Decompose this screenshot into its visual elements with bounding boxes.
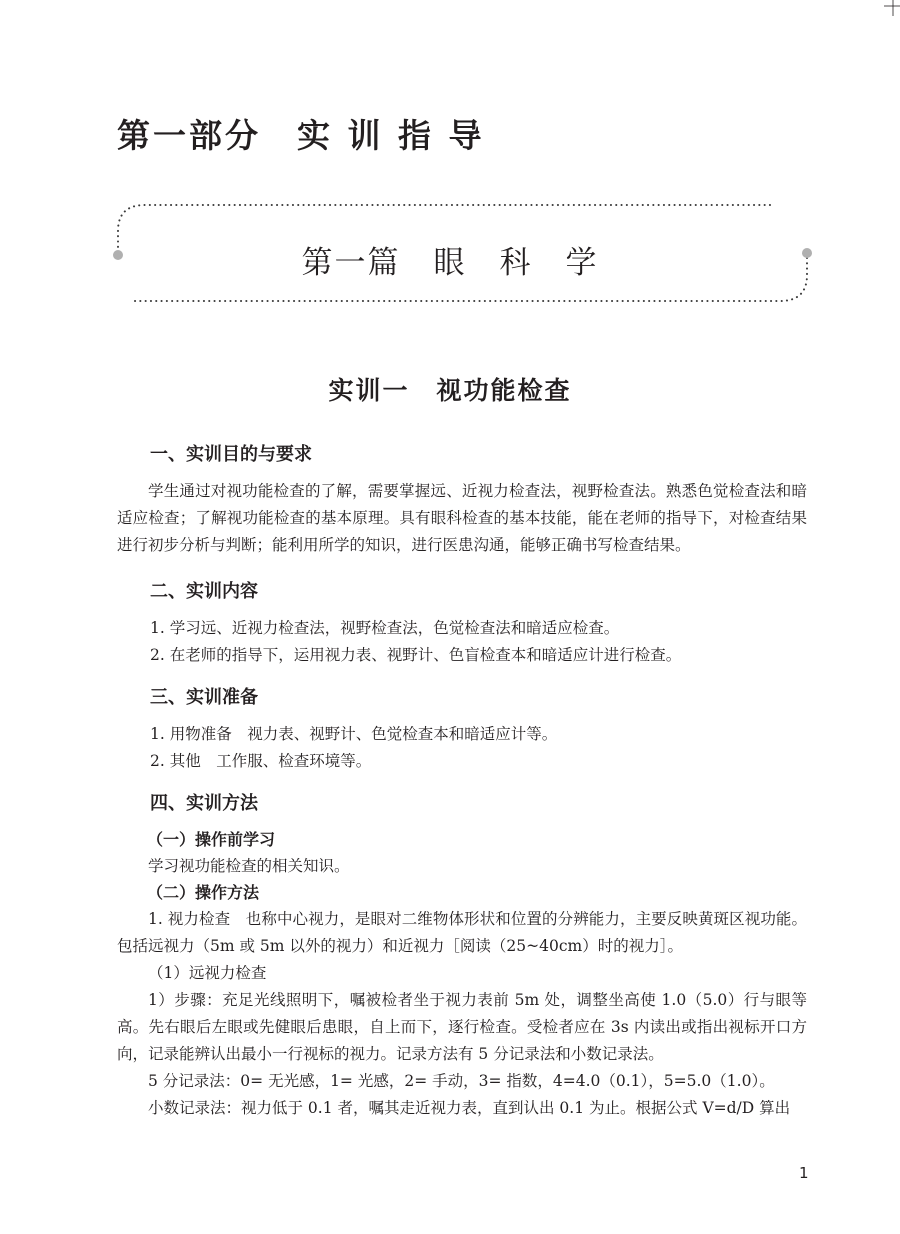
pre-study-text: 学习视功能检查的相关知识。 xyxy=(148,857,350,875)
section-title: 实训一 视功能检查 xyxy=(328,375,572,405)
procedure-paragraph: 1）步骤：充足光线照明下，嘱被检者坐于视力表前 5m 处，调整坐高使 1.0（5.0）行与眼等高。先右眼后左眼或先健眼后患眼，自上而下，逐行检查。受检者应在 3s 内读出或指出视标开口方向，记录能辨认出最小一行视标的视力。记录方法有 5 分记录法和小数记录法。 xyxy=(117,991,807,1063)
banner-title: 第一篇 眼 科 学 xyxy=(301,245,599,281)
list-item: 1. 用物准备 视力表、视野计、色觉检查本和暗适应计等。 xyxy=(150,725,558,743)
heading-preparation: 三、实训准备 xyxy=(150,687,258,708)
list-item: 2. 在老师的指导下，运用视力表、视野计、色盲检查本和暗适应计进行检查。 xyxy=(150,646,682,664)
objectives-paragraph: 学生通过对视功能检查的了解，需要掌握远、近视力检查法，视野检查法。熟悉色觉检查法和暗适应检查；了解视功能检查的基本原理。具有眼科检查的基本技能，能在老师的指导下，对检查结果进行初步分析与判断；能利用所学的知识，进行医患沟通，能够正确书写检查结果。 xyxy=(117,482,807,554)
document-body xyxy=(117,432,807,1122)
heading-objectives: 一、实训目的与要求 xyxy=(150,444,312,465)
part-title: 第一部分 实 训 指 导 xyxy=(117,116,485,155)
subheading-procedure: （二）操作方法 xyxy=(147,883,260,902)
procedure-paragraph: 1. 视力检查 也称中心视力，是眼对二维物体形状和位置的分辨能力，主要反映黄斑区视功能。包括远视力（5m 或 5m 以外的视力）和近视力［阅读（25~40cm）时的视力］。 xyxy=(117,910,807,955)
list-item: 2. 其他 工作服、检查环境等。 xyxy=(150,752,372,770)
heading-content: 二、实训内容 xyxy=(150,581,258,602)
heading-methods: 四、实训方法 xyxy=(150,793,258,814)
banner xyxy=(0,195,900,315)
list-item: 1. 学习远、近视力检查法，视野检查法，色觉检查法和暗适应检查。 xyxy=(150,619,620,637)
procedure-paragraph: 5 分记录法：0= 无光感，1= 光感，2= 手动，3= 指数，4=4.0（0.1），5=5.0（1.0）。 xyxy=(148,1072,775,1090)
procedure-paragraph: （1）远视力检查 xyxy=(148,964,267,982)
page-number: 1 xyxy=(799,1164,809,1182)
crop-mark-icon xyxy=(884,0,900,16)
procedure-paragraph: 小数记录法：视力低于 0.1 者，嘱其走近视力表，直到认出 0.1 为止。根据公式 V=d/D 算出 xyxy=(148,1099,791,1117)
subheading-pre-study: （一）操作前学习 xyxy=(147,830,276,849)
